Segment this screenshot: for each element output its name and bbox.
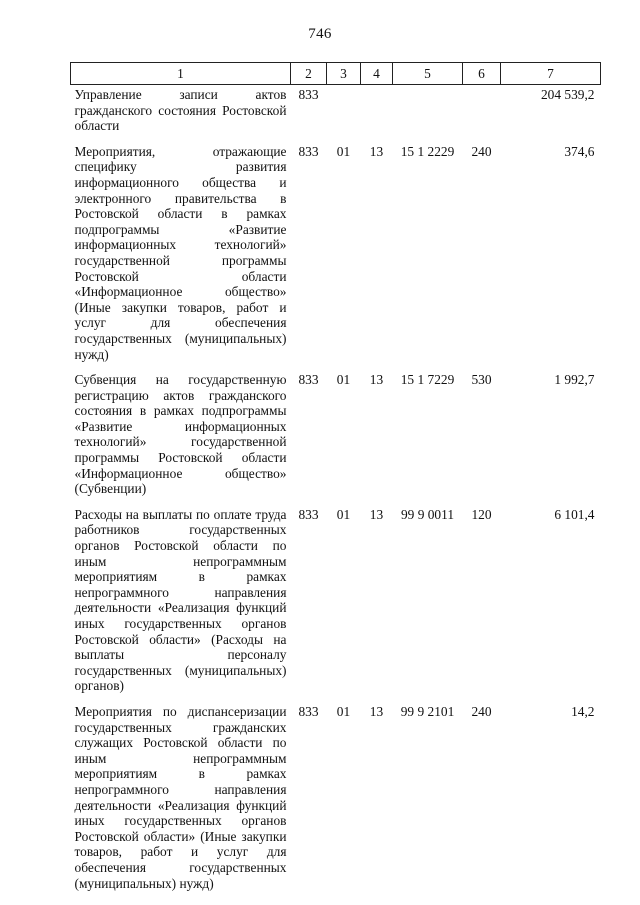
- row-subsection: 13: [369, 506, 384, 522]
- row-type: 120: [471, 506, 492, 522]
- row-amount: 14,2: [571, 703, 595, 719]
- row-subsection: 13: [369, 372, 384, 388]
- row-code: 833: [298, 372, 319, 388]
- row-type: [463, 85, 501, 144]
- row-amount: 6 101,4: [554, 506, 595, 522]
- row-section: 01: [336, 372, 351, 388]
- row-code: 833: [298, 703, 319, 719]
- row-target: 15 1 2229: [400, 143, 455, 159]
- row-name: Субвенция на государственную регистрацию актов гражданского состояния в рамках подпрограммы «Развитие информационных технологий» государственной программы Ростовской области «Информационное общество» (Субвенции): [74, 372, 287, 497]
- row-target: 15 1 7229: [400, 372, 455, 388]
- row-subsection: 13: [369, 703, 384, 719]
- row-amount: 374,6: [564, 143, 595, 159]
- row-code: 833: [298, 506, 319, 522]
- column-header: 5: [393, 63, 463, 85]
- row-amount: 204 539,2: [540, 87, 595, 102]
- row-name: Мероприятия, отражающие специфику развития информационного общества и электронного правительства в Ростовской области в рамках подпрограммы «Развитие информационных технологий» государственной программы Ростовской области «Информационное общество» (Иные закупки товаров, работ и услуг для обеспечения государственных (муниципальных) нужд): [74, 143, 287, 362]
- row-code: 833: [298, 87, 319, 102]
- column-header: 6: [463, 63, 501, 85]
- column-header: 4: [361, 63, 393, 85]
- row-section: 01: [336, 143, 351, 159]
- row-target: 99 9 2101: [400, 703, 455, 719]
- page-number: 746: [308, 26, 332, 42]
- row-section: 01: [336, 703, 351, 719]
- row-type: 240: [471, 703, 492, 719]
- table-row: [71, 704, 601, 901]
- row-type: 530: [471, 372, 492, 388]
- row-target: 99 9 0011: [400, 506, 455, 522]
- column-number-row: [71, 63, 601, 85]
- table-row: [71, 372, 601, 507]
- row-subsection: [361, 85, 393, 144]
- row-subsection: 13: [369, 143, 384, 159]
- column-header: 1: [71, 63, 291, 85]
- row-amount: 1 992,7: [554, 372, 595, 388]
- column-header: 2: [291, 63, 327, 85]
- row-type: 240: [471, 143, 492, 159]
- row-target: [393, 85, 463, 144]
- table-row: [71, 507, 601, 704]
- budget-table: [70, 62, 601, 901]
- row-section: 01: [336, 506, 351, 522]
- column-header: 7: [501, 63, 601, 85]
- row-name: Управление записи актов гражданского состояния Ростовской области: [74, 87, 287, 134]
- row-name: Мероприятия по диспансеризации государственных гражданских служащих Ростовской области по иным непрограммным мероприятиям в рамках непрограммного направления деятельности «Реализация функций иных государственных органов Ростовской области» (Иные закупки товаров, работ и услуг для обеспечения государственных (муниципальных) нужд): [74, 703, 287, 891]
- table-row: [71, 144, 601, 372]
- row-section: [327, 85, 361, 144]
- row-code: 833: [298, 143, 319, 159]
- row-name: Расходы на выплаты по оплате труда работников государственных органов Ростовской области по иным непрограммным мероприятиям в рамках непрограммного направления деятельности «Реализация функций иных государственных органов Ростовской области» (Расходы на выплаты персоналу государственных (муниципальных) органов): [74, 506, 287, 694]
- table-row: [71, 85, 601, 144]
- column-header: 3: [327, 63, 361, 85]
